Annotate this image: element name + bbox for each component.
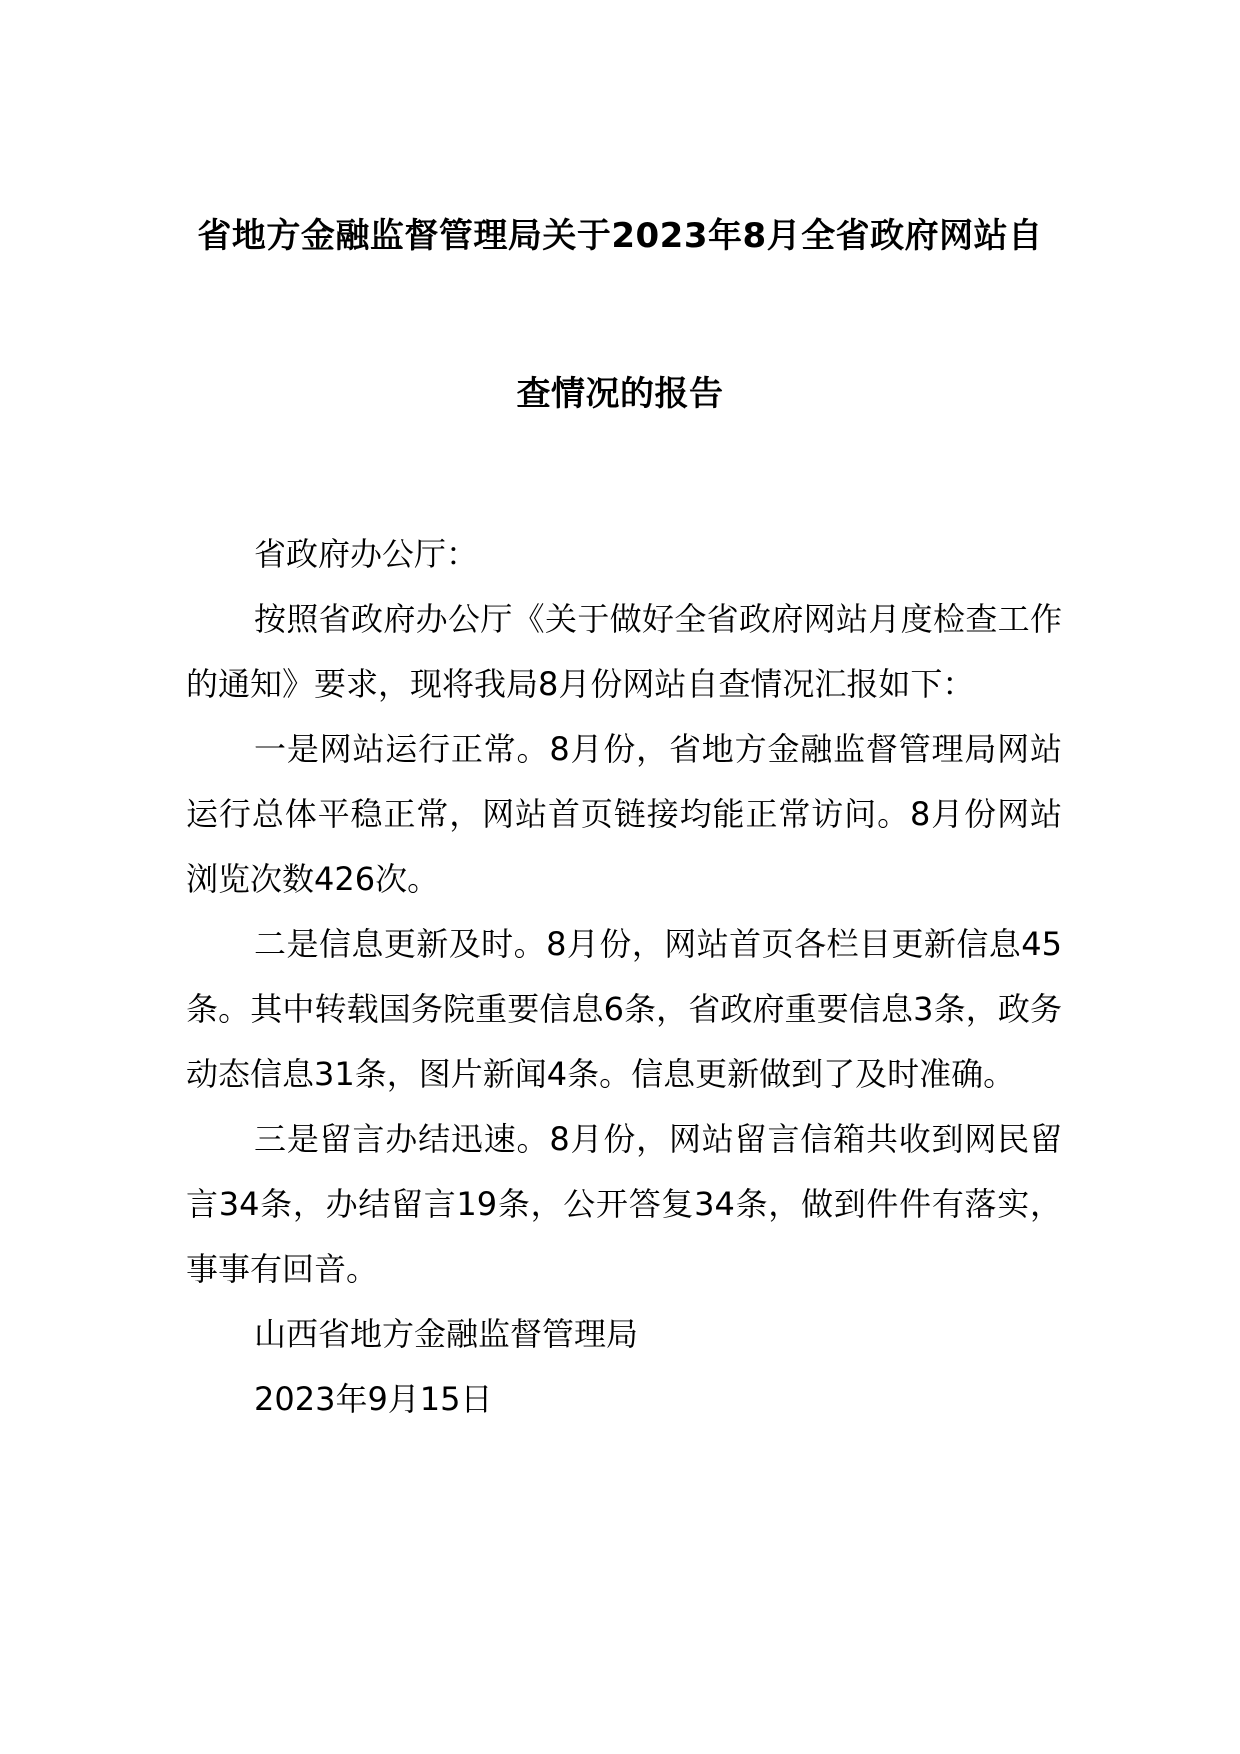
document-date: 2023年9月15日 <box>254 1380 493 1418</box>
salutation: 省政府办公厅： <box>254 535 479 573</box>
document-title-line-2: 查情况的报告 <box>516 374 724 414</box>
paragraph-information-update: 二是信息更新及时。8月份，网站首页各栏目更新信息45条。其中转载国务院重要信息6条，省政府重要信息3条，政务动态信息31条，图片新闻4条。信息更新做到了及时准确。 <box>186 925 1062 1093</box>
paragraph-website-operation: 一是网站运行正常。8月份，省地方金融监督管理局网站运行总体平稳正常，网站首页链接均能正常访问。8月份网站浏览次数426次。 <box>186 730 1062 898</box>
signature: 山西省地方金融监督管理局 <box>254 1315 639 1353</box>
document-title-line-1: 省地方金融监督管理局关于2023年8月全省政府网站自 <box>197 216 1043 256</box>
paragraph-message-handling: 三是留言办结迅速。8月份，网站留言信箱共收到网民留言34条，办结留言19条，公开答复34条，做到件件有落实，事事有回音。 <box>186 1120 1062 1288</box>
document-body <box>186 522 1062 1432</box>
paragraph-intro: 按照省政府办公厅《关于做好全省政府网站月度检查工作的通知》要求，现将我局8月份网站自查情况汇报如下： <box>186 600 1062 703</box>
